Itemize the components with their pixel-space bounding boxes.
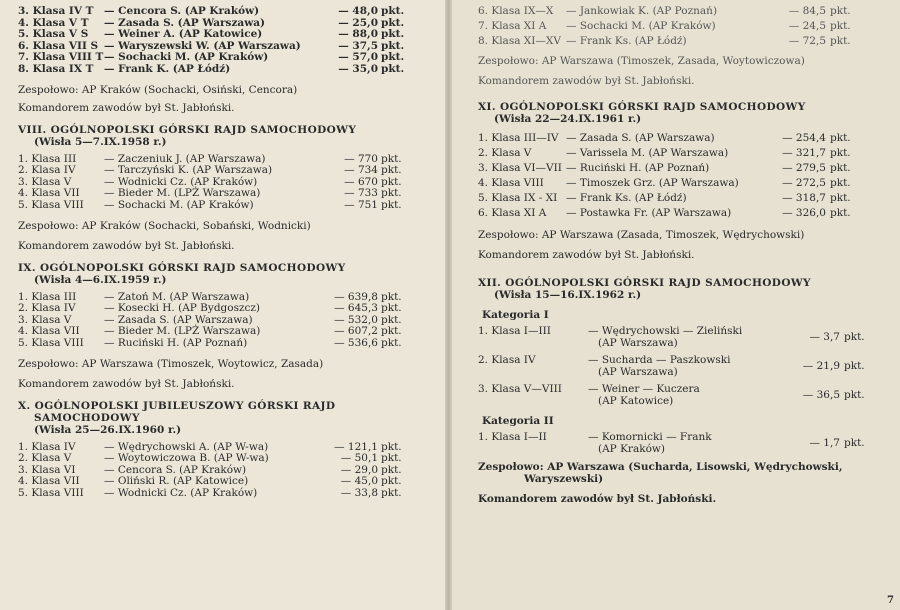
- class-label: 3. Klasa VI—VII: [478, 162, 562, 174]
- score-unit: pkt.: [830, 177, 851, 189]
- score-value: — 670: [344, 175, 378, 188]
- score-value: — 272,5: [782, 177, 826, 189]
- score-value: — 607,2: [334, 325, 378, 338]
- class-label: 3. Klasa V—VIII: [478, 383, 562, 395]
- crew-club: (AP Warszawa): [598, 336, 678, 349]
- crew-drivers: — Wędrychowski — Zieliński: [588, 325, 743, 337]
- score-value: — 24,5: [788, 20, 826, 32]
- results-list: [18, 6, 425, 76]
- score-unit: pkt.: [381, 152, 402, 165]
- score-unit: pkt.: [830, 35, 851, 47]
- score-value: — 326,0: [782, 207, 826, 219]
- driver-name: — Frank Ks. (AP Łódź): [566, 35, 687, 47]
- crew-names: [588, 384, 778, 407]
- book-gutter: [445, 0, 452, 610]
- score-unit: pkt.: [830, 147, 851, 159]
- section-title-cont: SAMOCHODOWY: [34, 411, 140, 424]
- driver-name: — Ruciński H. (AP Poznań): [566, 162, 710, 174]
- result-row: [478, 206, 886, 221]
- score-value: — 48,0: [338, 5, 378, 17]
- score-unit: pkt.: [381, 325, 402, 338]
- driver-name: — Zasada S. (AP Warszawa): [566, 132, 715, 144]
- section-title: X. OGÓLNOPOLSKI JUBILEUSZOWY GÓRSKI RAJD: [18, 399, 336, 412]
- team-result: Zespołowo: AP Kraków (Sochacki, Sobański, Wodnicki): [18, 219, 311, 232]
- class-label: 1. Klasa I—II: [478, 431, 547, 443]
- class-label: 4. Klasa VII: [18, 475, 80, 488]
- score-value: — 37,5: [338, 39, 378, 52]
- result-row: [478, 146, 886, 161]
- score-value: — 88,0: [338, 28, 378, 41]
- class-label: 1. Klasa III: [18, 290, 77, 303]
- score-unit: pkt.: [381, 290, 402, 303]
- driver-name: — Kosecki H. (AP Bydgoszcz): [104, 302, 261, 315]
- class-label: 1. Klasa I—III: [478, 325, 551, 337]
- score-unit: pkt.: [844, 359, 865, 372]
- driver-name: — Bieder M. (LPŻ Warszawa): [104, 325, 261, 338]
- score-value: — 35,0: [338, 62, 378, 75]
- class-label: 5. Klasa V S: [18, 28, 89, 41]
- driver-name: — Timoszek Grz. (AP Warszawa): [566, 177, 739, 189]
- score-unit: pkt.: [381, 302, 402, 315]
- commander-note: Komandorem zawodów był St. Jabłoński.: [478, 249, 695, 261]
- score-value: — 121,1: [334, 440, 378, 453]
- result-row: [18, 200, 425, 212]
- score-value: — 36,5: [802, 388, 840, 401]
- driver-name: — Oliński R. (AP Katowice): [104, 475, 249, 488]
- score-value: — 532,0: [334, 313, 378, 326]
- results-list: [18, 292, 425, 350]
- score-unit: pkt.: [844, 436, 865, 449]
- results-list: [18, 442, 425, 500]
- class-label: 6. Klasa XI A: [478, 207, 547, 219]
- class-label: 1. Klasa IV: [18, 440, 76, 453]
- score-unit: pkt.: [830, 162, 851, 174]
- page-number: 7: [887, 595, 894, 606]
- result-row: [18, 453, 425, 465]
- score-unit: pkt.: [830, 207, 851, 219]
- score-unit: pkt.: [381, 313, 402, 326]
- crew-club: (AP Kraków): [598, 442, 665, 455]
- class-label: 2. Klasa V: [18, 452, 72, 465]
- result-row: [478, 191, 886, 206]
- class-label: 8. Klasa IX T: [18, 62, 94, 75]
- driver-name: — Zaczeniuk J. (AP Warszawa): [104, 152, 266, 165]
- commander-note: Komandorem zawodów był St. Jabłoński.: [18, 239, 235, 252]
- score-unit: pkt.: [381, 486, 402, 499]
- section-subtitle: (Wisła 25—26.IX.1960 r.): [34, 423, 182, 436]
- score-unit: pkt.: [381, 336, 402, 349]
- class-label: 6. Klasa VII S: [18, 39, 99, 52]
- score-unit: pkt.: [830, 20, 851, 32]
- class-label: 1. Klasa III: [18, 152, 77, 165]
- driver-name: — Bieder M. (LPŻ Warszawa): [104, 187, 261, 200]
- class-label: 5. Klasa VIII: [18, 336, 84, 349]
- score-unit: pkt.: [844, 388, 865, 401]
- class-label: 4. Klasa VII: [18, 187, 80, 200]
- class-label: 4. Klasa V T: [18, 16, 89, 29]
- result-row: [18, 64, 425, 76]
- score-unit: pkt.: [381, 164, 402, 177]
- results-list: [18, 154, 425, 212]
- score-unit: pkt.: [381, 463, 402, 476]
- result-row: [478, 34, 886, 49]
- score-unit: pkt.: [381, 175, 402, 188]
- driver-name: — Frank K. (AP Łódź): [104, 62, 231, 75]
- result-row: [478, 176, 886, 191]
- score-unit: pkt.: [381, 198, 402, 211]
- driver-name: — Wodnicki Cz. (AP Kraków): [104, 486, 258, 499]
- score-value: — 734: [344, 164, 378, 177]
- score-unit: pkt.: [381, 16, 405, 29]
- driver-name: — Weiner A. (AP Katowice): [104, 28, 263, 41]
- driver-name: — Wędrychowski A. (AP W-wa): [104, 440, 269, 453]
- driver-name: — Jankowiak K. (AP Poznań): [566, 5, 718, 17]
- team-result: Zespołowo: AP Warszawa (Timoszek, Woytowicz, Zasada): [18, 357, 324, 370]
- result-row: [478, 432, 886, 455]
- result-row: [478, 161, 886, 176]
- score-value: — 254,4: [782, 132, 826, 144]
- crew-drivers: — Komornicki — Frank: [588, 431, 712, 443]
- class-label: 2. Klasa IV: [18, 302, 76, 315]
- score-value: — 21,9: [802, 359, 840, 372]
- score-unit: pkt.: [381, 475, 402, 488]
- driver-name: — Zatoń M. (AP Warszawa): [104, 290, 250, 303]
- score-value: — 279,5: [782, 162, 826, 174]
- class-label: 4. Klasa VIII: [478, 177, 544, 189]
- driver-name: — Waryszewski W. (AP Warszawa): [104, 39, 301, 52]
- result-row: [18, 303, 425, 315]
- class-label: 5. Klasa VIII: [18, 486, 84, 499]
- score-value: — 318,7: [782, 192, 826, 204]
- result-row: [478, 19, 886, 34]
- crew-drivers: — Weiner — Kuczera: [588, 383, 700, 395]
- score-value: — 3,7: [809, 330, 840, 343]
- category-label: Kategoria II: [482, 415, 554, 427]
- driver-name: — Ruciński H. (AP Poznań): [104, 336, 248, 349]
- result-row: [478, 355, 886, 378]
- score-value: — 25,0: [338, 16, 378, 29]
- driver-name: — Sochacki M. (AP Kraków): [104, 198, 254, 211]
- score-value: — 1,7: [809, 436, 840, 449]
- score-value: — 645,3: [334, 302, 378, 315]
- result-row: [18, 338, 425, 350]
- class-label: 5. Klasa IX - XI: [478, 192, 558, 204]
- class-label: 2. Klasa IV: [18, 164, 76, 177]
- score-unit: pkt.: [830, 5, 851, 17]
- commander-note: Komandorem zawodów był St. Jabłoński.: [18, 101, 235, 114]
- team-result-cont: Waryszewski): [524, 473, 604, 485]
- section-subtitle: (Wisła 4—6.IX.1959 r.): [34, 273, 167, 286]
- score-value: — 33,8: [340, 486, 378, 499]
- team-result: Zespołowo: AP Warszawa (Timoszek, Zasada, Woytowiczowa): [478, 55, 805, 67]
- section-subtitle: (Wisła 22—24.IX.1961 r.): [494, 113, 642, 125]
- driver-name: — Cencora S. (AP Kraków): [104, 5, 260, 17]
- score-unit: pkt.: [381, 440, 402, 453]
- class-label: 5. Klasa VIII: [18, 198, 84, 211]
- score-value: — 536,6: [334, 336, 378, 349]
- result-row: [478, 131, 886, 146]
- class-label: 1. Klasa III—IV: [478, 132, 559, 144]
- score-unit: pkt.: [381, 39, 405, 52]
- score-unit: pkt.: [381, 62, 405, 75]
- section-title: XII. OGÓLNOPOLSKI GÓRSKI RAJD SAMOCHODOWY: [478, 277, 811, 289]
- section-subtitle: (Wisła 15—16.IX.1962 r.): [494, 289, 642, 301]
- score-unit: pkt.: [381, 5, 405, 17]
- score-value: — 50,1: [340, 452, 378, 465]
- results-list: [478, 131, 886, 221]
- score-value: — 45,0: [340, 475, 378, 488]
- class-label: 2. Klasa IV: [478, 354, 536, 366]
- class-label: 3. Klasa V: [18, 175, 72, 188]
- score-value: — 57,0: [338, 51, 378, 64]
- driver-name: — Frank Ks. (AP Łódź): [566, 192, 687, 204]
- section-subtitle: (Wisła 5—7.IX.1958 r.): [34, 135, 167, 148]
- score-unit: pkt.: [830, 192, 851, 204]
- team-result: Zespołowo: AP Warszawa (Sucharda, Lisowski, Wędrychowski,: [478, 461, 843, 473]
- results-list: [478, 432, 886, 455]
- driver-name: — Sochacki M. (AP Kraków): [104, 51, 269, 64]
- score-unit: pkt.: [381, 452, 402, 465]
- result-row: [478, 326, 886, 349]
- crew-names: [588, 326, 778, 349]
- class-label: 7. Klasa VIII T: [18, 51, 104, 64]
- crew-names: [588, 432, 778, 455]
- driver-name: — Woytowiczowa B. (AP W-wa): [104, 452, 269, 465]
- team-result: Zespołowo: AP Kraków (Sochacki, Osiński, Cencora): [18, 83, 298, 96]
- section-title: VIII. OGÓLNOPOLSKI GÓRSKI RAJD SAMOCHODOWY: [18, 123, 357, 136]
- score-value: — 321,7: [782, 147, 826, 159]
- score-value: — 733: [344, 187, 378, 200]
- score-unit: pkt.: [381, 28, 405, 41]
- class-label: 6. Klasa IX—X: [478, 5, 554, 17]
- results-list: [478, 4, 886, 49]
- result-row: [18, 6, 425, 18]
- score-unit: pkt.: [381, 51, 405, 64]
- commander-note: Komandorem zawodów był St. Jabłoński.: [18, 377, 235, 390]
- commander-note: Komandorem zawodów był St. Jabłoński.: [478, 75, 695, 87]
- crew-drivers: — Sucharda — Paszkowski: [588, 354, 731, 366]
- right-page: [452, 0, 900, 610]
- driver-name: — Zasada S. (AP Warszawa): [104, 313, 253, 326]
- driver-name: — Cencora S. (AP Kraków): [104, 463, 247, 476]
- team-result: Zespołowo: AP Warszawa (Zasada, Timoszek, Wędrychowski): [478, 229, 805, 241]
- class-label: 3. Klasa VI: [18, 463, 76, 476]
- crew-names: [588, 355, 778, 378]
- crew-club: (AP Warszawa): [598, 365, 678, 378]
- result-row: [18, 488, 425, 500]
- score-unit: pkt.: [381, 187, 402, 200]
- class-label: 3. Klasa V: [18, 313, 72, 326]
- score-value: — 72,5: [788, 35, 826, 47]
- score-value: — 639,8: [334, 290, 378, 303]
- section-title: IX. OGÓLNOPOLSKI GÓRSKI RAJD SAMOCHODOWY: [18, 261, 346, 274]
- commander-note: Komandorem zawodów był St. Jabłoński.: [478, 493, 717, 505]
- class-label: 4. Klasa VII: [18, 325, 80, 338]
- driver-name: — Postawka Fr. (AP Warszawa): [566, 207, 732, 219]
- driver-name: — Tarczyński K. (AP Warszawa): [104, 164, 273, 177]
- section-title: XI. OGÓLNOPOLSKI GÓRSKI RAJD SAMOCHODOWY: [478, 101, 806, 113]
- left-page: [0, 0, 445, 610]
- driver-name: — Sochacki M. (AP Kraków): [566, 20, 716, 32]
- class-label: 3. Klasa IV T: [18, 5, 94, 17]
- class-label: 2. Klasa V: [478, 147, 532, 159]
- result-row: [478, 384, 886, 407]
- result-row: [478, 4, 886, 19]
- score-value: — 29,0: [340, 463, 378, 476]
- score-unit: pkt.: [830, 132, 851, 144]
- crew-club: (AP Katowice): [598, 394, 674, 407]
- score-value: — 751: [344, 198, 378, 211]
- driver-name: — Varissela M. (AP Warszawa): [566, 147, 729, 159]
- driver-name: — Zasada S. (AP Warszawa): [104, 16, 266, 29]
- score-unit: pkt.: [844, 330, 865, 343]
- results-list: [478, 326, 886, 407]
- class-label: 8. Klasa XI—XV: [478, 35, 561, 47]
- category-label: Kategoria I: [482, 309, 549, 321]
- score-value: — 84,5: [788, 5, 826, 17]
- score-value: — 770: [344, 152, 378, 165]
- driver-name: — Wodnicki Cz. (AP Kraków): [104, 175, 258, 188]
- class-label: 7. Klasa XI A: [478, 20, 547, 32]
- result-row: [18, 165, 425, 177]
